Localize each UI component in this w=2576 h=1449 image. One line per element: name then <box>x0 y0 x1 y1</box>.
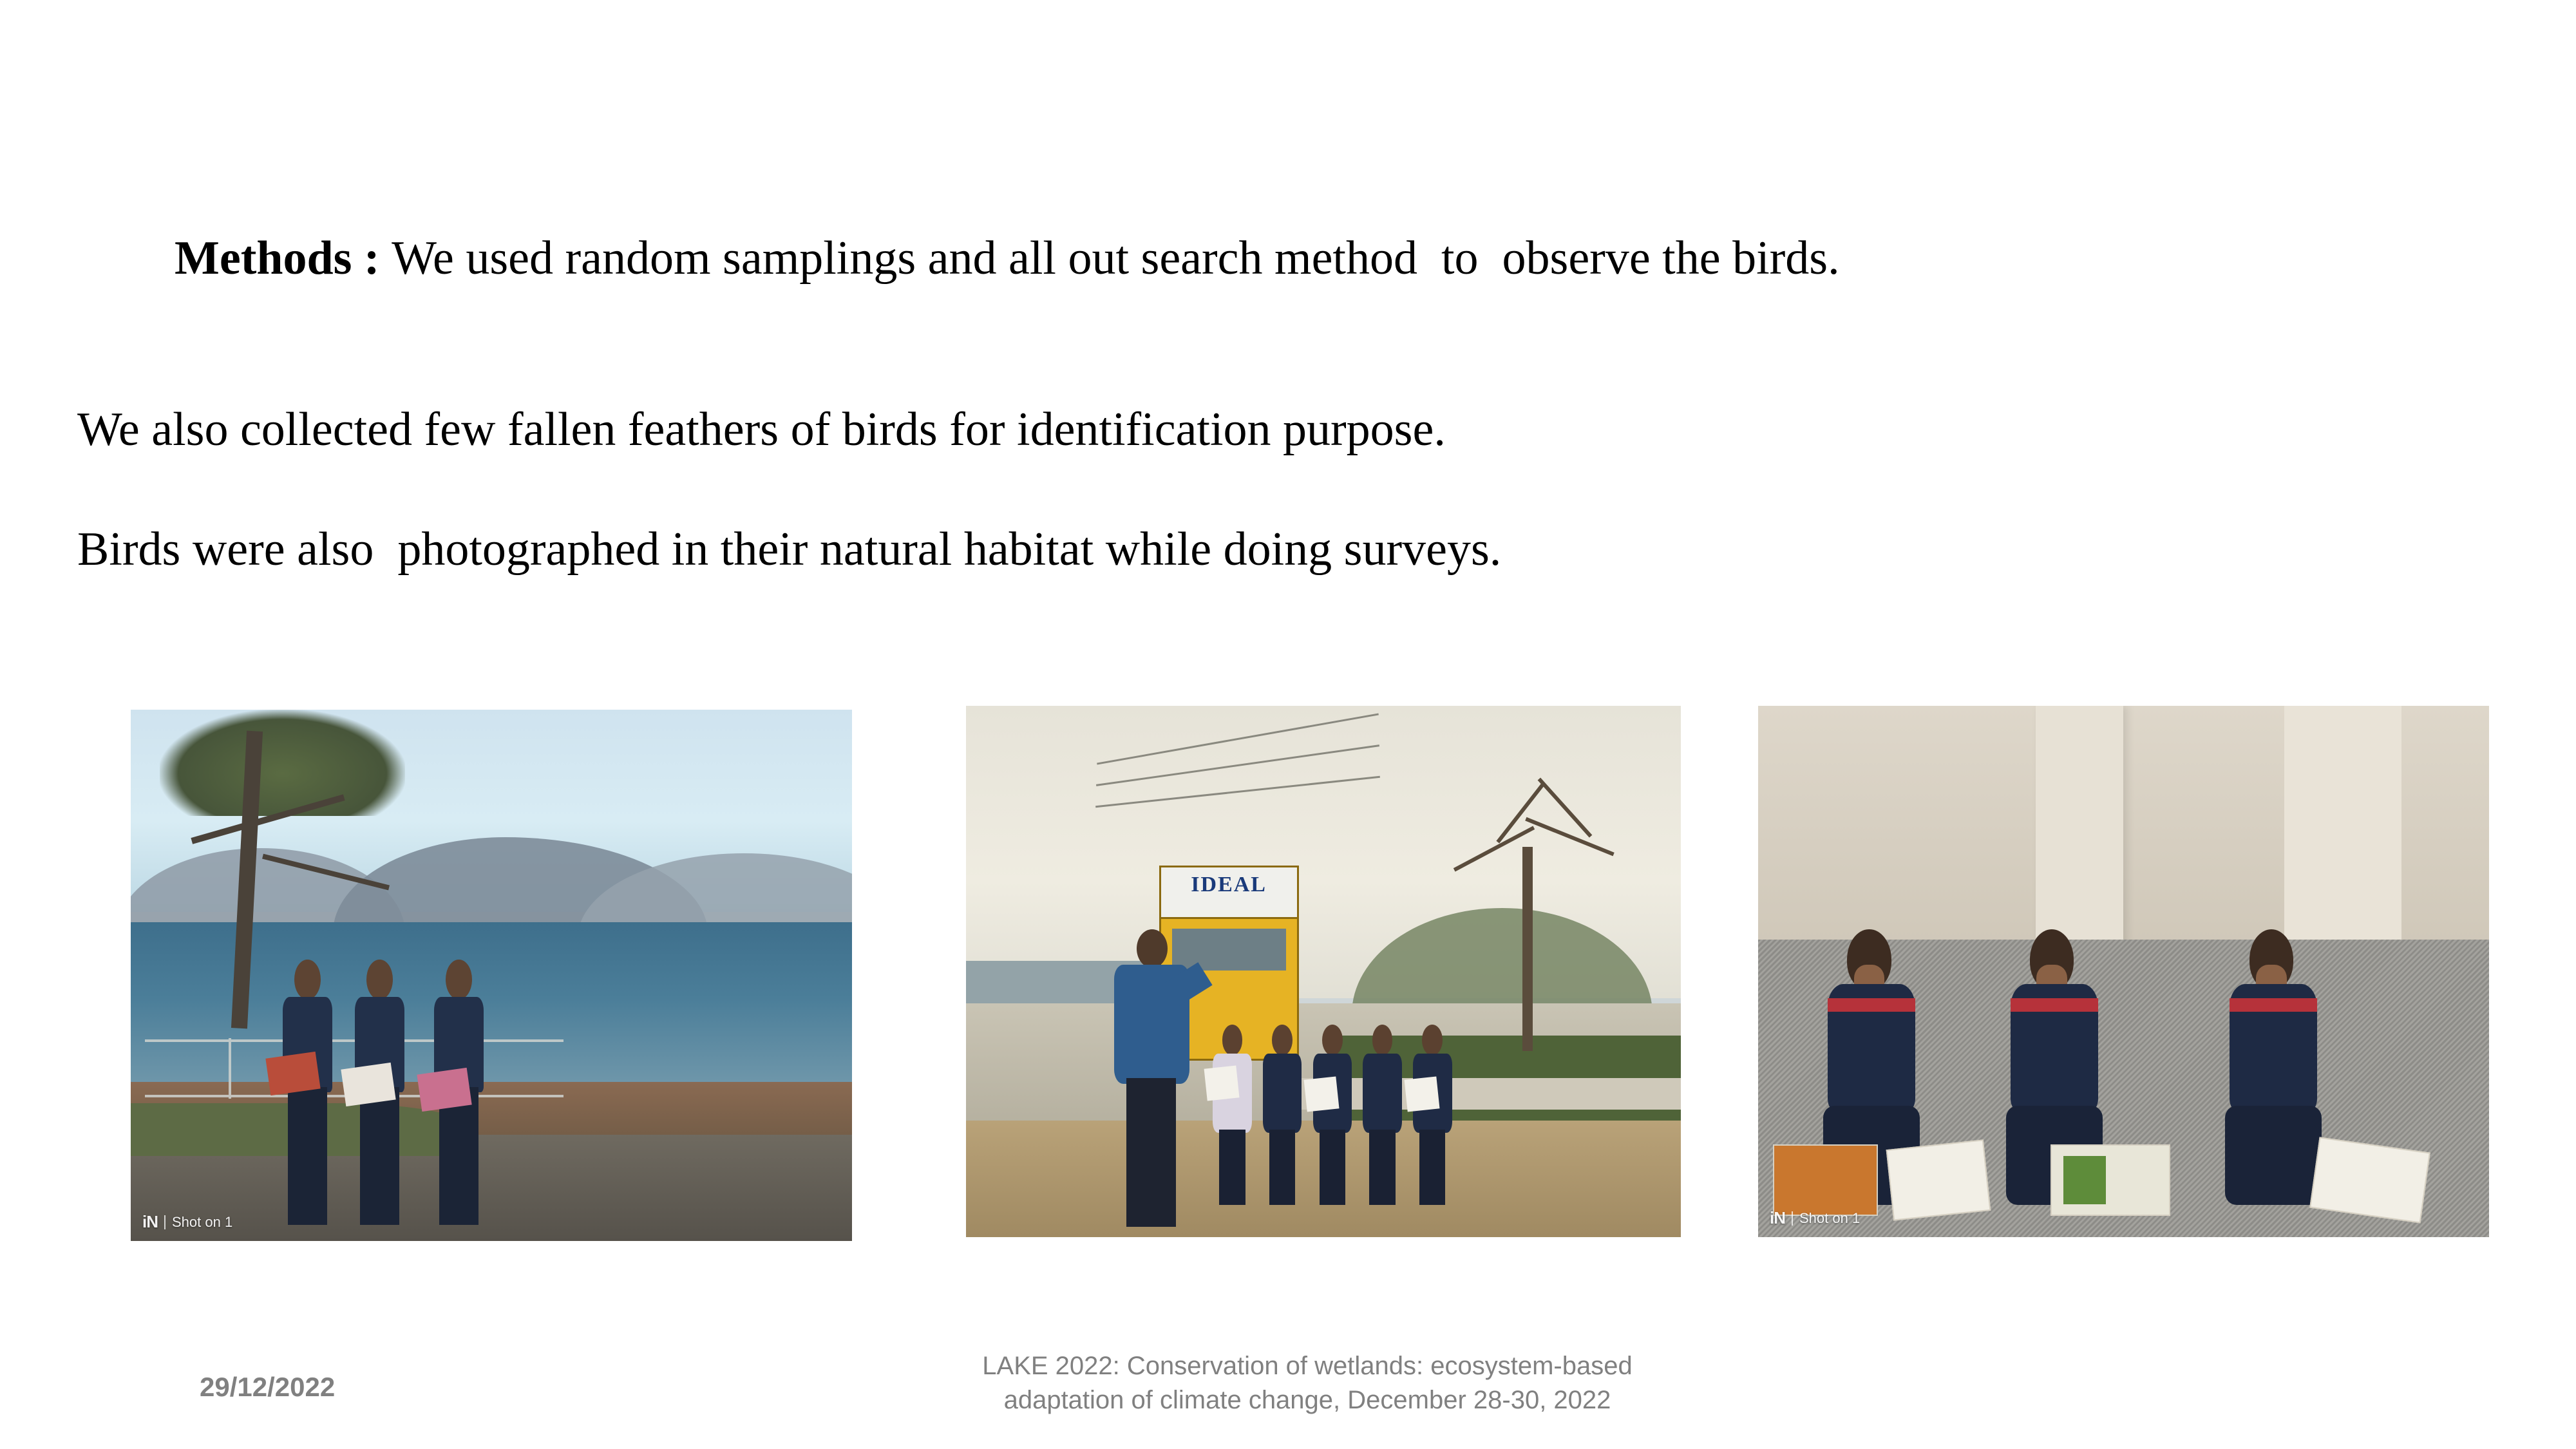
conference-line-1: LAKE 2022: Conservation of wetlands: ecosystem-based <box>982 1352 1633 1380</box>
head <box>446 960 471 999</box>
photo-students-at-lake-shore <box>131 710 852 1241</box>
photo-1-scene <box>131 710 852 1241</box>
field-guide-book <box>2309 1137 2430 1223</box>
photo-3-scene <box>1758 706 2489 1237</box>
head <box>1422 1025 1443 1056</box>
student-figure <box>1259 1025 1305 1206</box>
legs <box>1419 1130 1445 1206</box>
teacher-figure <box>1109 929 1195 1227</box>
methods-line <box>103 187 2499 330</box>
methods-label: Methods : <box>175 232 392 285</box>
field-guide-book <box>1773 1144 1878 1216</box>
legs <box>2225 1106 2322 1205</box>
field-guide-book <box>1886 1139 1991 1220</box>
uniform-stripe <box>2011 998 2098 1012</box>
legs <box>360 1087 399 1226</box>
legs <box>1219 1130 1245 1206</box>
head <box>294 960 320 999</box>
student-figure <box>1309 1025 1356 1206</box>
tree-trunk <box>1522 847 1533 1052</box>
notebook <box>341 1063 397 1106</box>
watermark-label: Shot on 1 <box>1799 1209 1861 1226</box>
methods-text: We used random samplings and all out search method to observe the birds. <box>392 232 1840 285</box>
bus-name-plate: IDEAL <box>1161 867 1297 919</box>
bare-tree <box>1423 759 1638 1052</box>
watermark-divider <box>164 1215 166 1229</box>
field-notebook <box>1304 1076 1340 1111</box>
photo-students-with-bus-on-road <box>966 706 1681 1237</box>
student-figure <box>1209 1025 1255 1206</box>
torso <box>1263 1054 1302 1133</box>
student-figure <box>1359 1025 1406 1206</box>
watermark-label: Shot on 1 <box>172 1213 233 1230</box>
slide-text-block <box>77 187 2499 576</box>
slide-date: 29/12/2022 <box>200 1372 336 1402</box>
head <box>1137 929 1168 968</box>
head <box>366 960 392 999</box>
head <box>1222 1025 1243 1056</box>
watermark-divider <box>1792 1211 1793 1226</box>
conference-line-2: adaptation of climate change, December 28-30, 2022 <box>1003 1385 1611 1414</box>
torso <box>1363 1054 1402 1133</box>
field-guide-book <box>2050 1144 2170 1216</box>
body-line-3: Birds were also photographed in their natural habitat while doing surveys. <box>77 523 1502 576</box>
photo-students-reading-books-on-floor <box>1758 706 2489 1237</box>
conference-footer <box>889 1349 1726 1417</box>
watermark-brand-icon: iN <box>1770 1208 1785 1227</box>
head <box>1372 1025 1393 1056</box>
student-figure <box>2219 929 2328 1206</box>
notebook <box>417 1068 472 1112</box>
legs <box>288 1087 327 1226</box>
legs <box>1320 1130 1345 1206</box>
camera-watermark <box>142 1212 232 1232</box>
uniform-stripe <box>2230 998 2317 1012</box>
head <box>1322 1025 1343 1056</box>
uniform-stripe <box>1828 998 1915 1012</box>
legs <box>1369 1130 1395 1206</box>
body-line-2: We also collected few fallen feathers of birds for identification purpose. <box>77 403 1446 456</box>
legs <box>1126 1078 1176 1227</box>
tree-branch <box>1525 817 1614 856</box>
student-figure <box>1409 1025 1455 1206</box>
watermark-brand-icon: iN <box>142 1212 158 1231</box>
head <box>1272 1025 1293 1056</box>
notebook <box>265 1052 321 1095</box>
legs <box>1269 1130 1295 1206</box>
camera-watermark <box>1770 1208 1860 1228</box>
tree-canopy <box>160 710 405 816</box>
photo-2-scene <box>966 706 1681 1237</box>
field-notebook <box>1204 1066 1239 1101</box>
field-notebook <box>1404 1076 1439 1111</box>
